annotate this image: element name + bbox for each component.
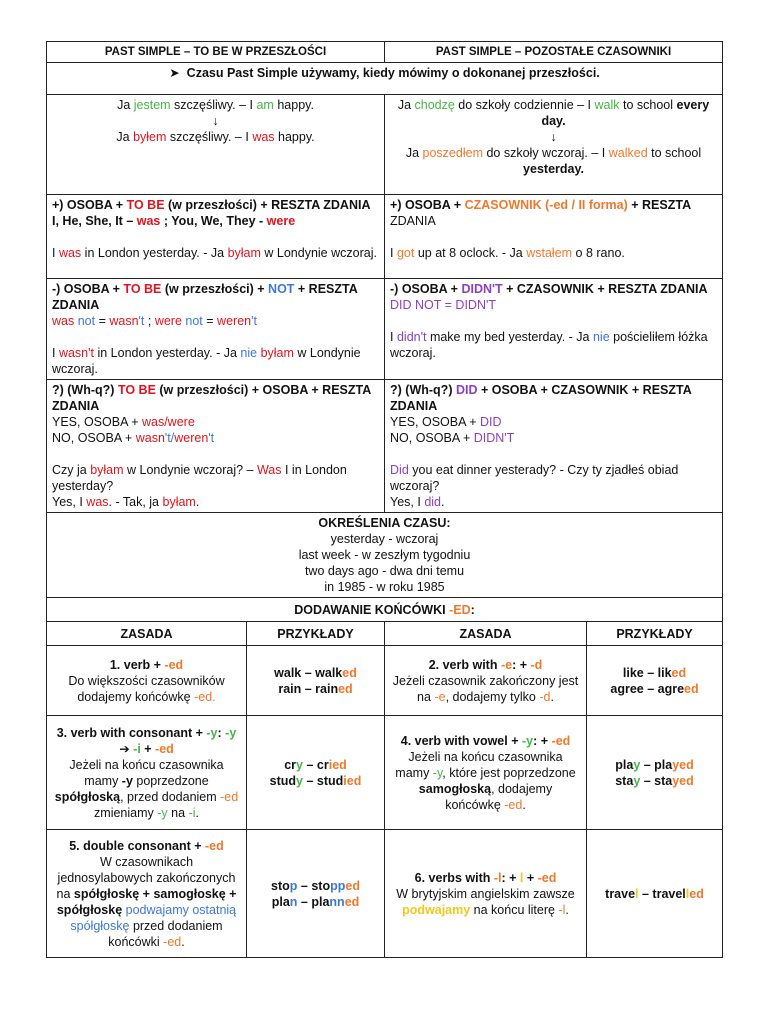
did-not-line: DID NOT = DIDN'T <box>390 298 496 312</box>
example-sentence: I got up at 8 oclock. - Ja wstałem o 8 rano. <box>390 246 625 260</box>
examples-other-verbs <box>385 95 723 195</box>
time-expressions <box>47 513 723 598</box>
example-question: Czy ja byłam w Londynie wczoraj? – Was I in London yesterday? <box>52 463 347 493</box>
question-to-be <box>47 380 385 513</box>
col-header-rule: ZASADA <box>385 622 587 646</box>
example-sentence: I was in London yesterday. - Ja byłam w Londynie wczoraj. <box>52 246 377 260</box>
rule-3-examples: cry – cried study – studied <box>247 716 385 830</box>
rule-5: 5. double consonant + -ed W czasownikach jednosylabowych zakończonych na spółgłoskę + samogłoskę + spółgłoskę podwajamy ostatnią spółgłoskę przed dodaniem końcówki -ed. <box>47 830 247 958</box>
formula: -) OSOBA + TO BE (w przeszłości) + NOT + RESZTA ZDANIA <box>52 282 358 312</box>
example-sentence: I wasn't in London yesterday. - Ja nie byłam w Londynie wczoraj. <box>52 346 361 376</box>
ed-section-title: DODAWANIE KOŃCÓWKI -ED: <box>47 598 723 622</box>
rule-2-examples: like – liked agree – agreed <box>587 646 723 716</box>
example-answer: Yes, I was. - Tak, ja byłam. <box>52 495 200 509</box>
rule-6-examples: travel – travelled <box>587 830 723 958</box>
examples-to-be <box>47 95 385 195</box>
formula: +) OSOBA + TO BE (w przeszłości) + RESZTA ZDANIA <box>52 198 371 212</box>
rule-6: 6. verbs with -l: + l + -ed W brytyjskim angielskim zawsze podwajamy na końcu literę -l. <box>385 830 587 958</box>
contractions: was not = wasn't ; were not = weren't <box>52 314 257 328</box>
yes-line: YES, OSOBA + was/were <box>52 415 195 429</box>
header-to-be: PAST SIMPLE – TO BE W PRZESZŁOŚCI <box>47 42 385 63</box>
positive-other-verbs <box>385 195 723 279</box>
time-expression-item: last week - w zeszłym tygodniu <box>298 548 471 562</box>
usage-row <box>47 63 723 95</box>
col-header-examples: PRZYKŁADY <box>247 622 385 646</box>
time-expressions-title: OKREŚLENIA CZASU: <box>318 516 451 530</box>
yes-line: YES, OSOBA + DID <box>390 415 502 429</box>
example-question: Did you eat dinner yesterady? - Czy ty zjadłeś obiad wczoraj? <box>390 463 679 493</box>
rule-5-examples: stop – stopped plan – planned <box>247 830 385 958</box>
example-sentence: I didn't make my bed yesterday. - Ja nie pościeliłem łóżka wczoraj. <box>390 330 708 360</box>
col-header-examples: PRZYKŁADY <box>587 622 723 646</box>
example-present: Ja jestem szczęśliwy. – I am happy. <box>117 98 314 112</box>
rule-4: 4. verb with vowel + -y: + -ed Jeżeli na końcu czasownika mamy -y, które jest poprzedzone samogłoską, dodajemy końcówkę -ed. <box>385 716 587 830</box>
question-other-verbs <box>385 380 723 513</box>
rule-4-examples: play – played stay – stayed <box>587 716 723 830</box>
formula: ?) (Wh-q?) DID + OSOBA + CZASOWNIK + RESZTA ZDANIA <box>390 383 692 413</box>
time-expression-item: in 1985 - w roku 1985 <box>324 580 445 594</box>
negative-other-verbs <box>385 279 723 380</box>
example-past: Ja poszedłem do szkoły wczoraj. – I walked to school yesterday. <box>405 146 702 176</box>
formula: ?) (Wh-q?) TO BE (w przeszłości) + OSOBA + RESZTA ZDANIA <box>52 383 371 413</box>
formula: +) OSOBA + CZASOWNIK (-ed / II forma) + RESZTA <box>390 198 692 212</box>
no-line: NO, OSOBA + DIDN'T <box>390 431 515 445</box>
example-past: Ja byłem szczęśliwy. – I was happy. <box>116 130 315 144</box>
header-other-verbs: PAST SIMPLE – POZOSTAŁE CZASOWNIKI <box>385 42 723 63</box>
formula-cont: ZDANIA <box>390 214 436 228</box>
rule-1: 1. verb + -ed Do większości czasowników dodajemy końcówkę -ed. <box>47 646 247 716</box>
time-expression-item: yesterday - wczoraj <box>330 532 439 546</box>
example-present: Ja chodzę do szkoły codziennie – I walk to school every day. <box>397 98 710 128</box>
time-expression-item: two days ago - dwa dni temu <box>304 564 465 578</box>
rule-3: 3. verb with consonant + -y: -y ➔ -i + -ed Jeżeli na końcu czasownika mamy -y poprzedzone spółgłoską, przed dodaniem -ed zmieniamy -y na -i. <box>47 716 247 830</box>
col-header-rule: ZASADA <box>47 622 247 646</box>
arrow-bullet-icon: ➤ <box>169 66 180 80</box>
down-arrow-icon: ↓ <box>212 114 219 128</box>
forms-line: I, He, She, It – was ; You, We, They - were <box>52 214 296 228</box>
positive-to-be <box>47 195 385 279</box>
no-line: NO, OSOBA + wasn't/weren't <box>52 431 215 445</box>
usage-text: Czasu Past Simple używamy, kiedy mówimy o dokonanej przeszłości. <box>186 66 600 80</box>
negative-to-be <box>47 279 385 380</box>
rule-2: 2. verb with -e: + -d Jeżeli czasownik zakończony jest na -e, dodajemy tylko -d. <box>385 646 587 716</box>
rule-1-examples: walk – walked rain – rained <box>247 646 385 716</box>
formula: -) OSOBA + DIDN'T + CZASOWNIK + RESZTA ZDANIA <box>390 282 708 296</box>
grammar-table <box>46 41 723 958</box>
example-answer: Yes, I did. <box>390 495 445 509</box>
down-arrow-icon: ↓ <box>550 130 557 144</box>
